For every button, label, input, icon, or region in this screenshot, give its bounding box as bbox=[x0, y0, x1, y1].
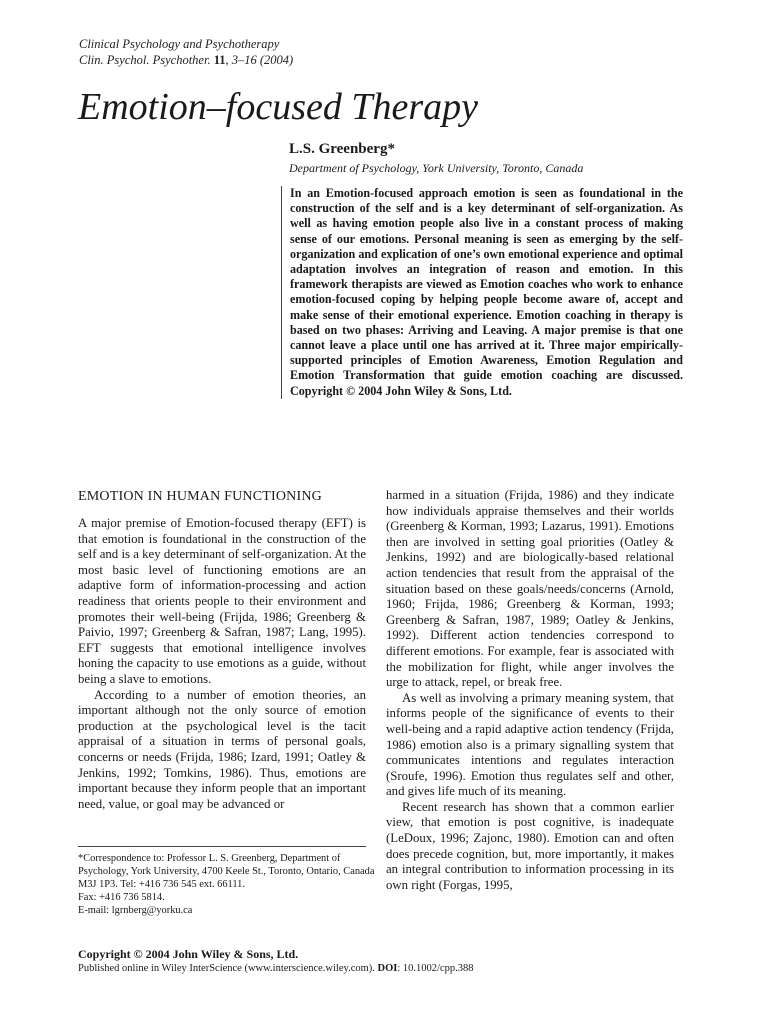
footnote-email: E-mail: lgrnberg@yorku.ca bbox=[78, 905, 193, 916]
footnote-fax: Fax: +416 736 5814. bbox=[78, 892, 165, 903]
body-column-left bbox=[78, 488, 366, 812]
body-column-right bbox=[386, 488, 674, 893]
publication-info bbox=[78, 963, 474, 974]
footnote-divider bbox=[78, 846, 366, 847]
doi-label: DOI bbox=[377, 963, 398, 974]
volume-number: 11 bbox=[213, 53, 226, 67]
pages-year: , 3–16 (2004) bbox=[225, 53, 294, 67]
paragraph: harmed in a situation (Frijda, 1986) and they indicate how individuals appraise themselves and their worlds (Greenberg & Korman, 1993; Lazarus, 1991). Emotions then are involved in setting goal priorities (Oatley & Jenkins, 1992) and are biologically-based relational action tendencies that result from the appraisal of the situation based on these goals/needs/concerns (Arnold, 1960; Frijda, 1986; Greenberg & Korman, 1993; Greenberg & Safran, 1987, 1989; Oatley & Jenkins, 1992). Different action tendencies correspond to different emotions. For example, fear is associated with the mobilization for flight, while anger involves the urge to attack, repel, or break free. bbox=[386, 488, 674, 690]
paragraph: Recent research has shown that a common earlier view, that emotion is post cognitive, is inadequate (LeDoux, 1996; Zajonc, 1980). Emotion can and often does precede cognition, but, more importantly, it makes an integral contribution to information processing in its own right (Forgas, 1995, bbox=[386, 799, 674, 892]
article-title: Emotion–focused Therapy bbox=[78, 86, 479, 128]
author-affiliation: Department of Psychology, York University, Toronto, Canada bbox=[289, 161, 584, 175]
paragraph: A major premise of Emotion-focused therapy (EFT) is that emotion is foundational in the construction of the self and is a key determinant of self-organization. At the most basic level of functioning emotions are an adaptive form of information-processing and action readiness that orients people to their environment and promotes their well-being (Frijda, 1986; Greenberg & Paivio, 1997; Greenberg & Safran, 1987; Lang, 1995). EFT suggests that emotional intelligence involves honing the capacity to use emotions as a guide, without being a slave to emotions. bbox=[78, 516, 366, 686]
citation-prefix: Clin. Psychol. Psychother. bbox=[79, 53, 211, 67]
doi-value: : 10.1002/cpp.388 bbox=[397, 963, 474, 974]
published-online: Published online in Wiley InterScience (www.interscience.wiley.com). bbox=[78, 963, 378, 974]
correspondence-footnote bbox=[78, 852, 378, 917]
section-heading: EMOTION IN HUMAN FUNCTIONING bbox=[78, 489, 322, 504]
abstract: In an Emotion-focused approach emotion is seen as foundational in the construction of the self and is a key determinant of self-organization. As well as having emotion people also live in a constant process of making sense of our emotions. Personal meaning is seen as emerging by the self-organization and explication of one’s own emotional experience and optimal adaptation involves an integration of reason and emotion. In this framework therapists are viewed as Emotion coaches who work to enhance emotion-focused coping by helping people become aware of, accept and make sense of their emotional experience. Emotion coaching in therapy is based on two phases: Arriving and Leaving. A major premise is that one cannot leave a place until one has arrived at it. Three major empirically-supported principles of Emotion Awareness, Emotion Regulation and Emotion Transformation that guide emotion coaching are discussed. Copyright © 2004 John Wiley & Sons, Ltd. bbox=[281, 186, 683, 399]
footnote-address: *Correspondence to: Professor L. S. Greenberg, Department of Psychology, York University, 4700 Keele St., Toronto, Ontario, Canada M3J 1P3. Tel: +416 736 545 ext. 66111. bbox=[78, 853, 375, 890]
paragraph: As well as involving a primary meaning system, that informs people of the significance of events to their well-being and a rapid adaptive action tendency (Frijda, 1986) emotion also is a primary signalling system that communicates intentions and regulates interaction (Sroufe, 1996). Emotion thus regulates self and other, and gives life much of its meaning. bbox=[386, 690, 674, 799]
paragraph: According to a number of emotion theories, an important although not the only source of emotion production at the psychological level is the tacit appraisal of a situation in terms of personal goals, concerns or needs (Frijda, 1986; Izard, 1991; Oatley & Jenkins, 1992; Tomkins, 1986). Thus, emotions are important because they inform people that an important need, value, or goal may be advanced or bbox=[78, 687, 366, 811]
journal-citation bbox=[79, 52, 293, 68]
author-name: L.S. Greenberg* bbox=[289, 141, 395, 157]
journal-header bbox=[79, 36, 293, 68]
copyright-notice: Copyright © 2004 John Wiley & Sons, Ltd. bbox=[78, 947, 299, 961]
journal-name: Clinical Psychology and Psychotherapy bbox=[79, 37, 280, 51]
